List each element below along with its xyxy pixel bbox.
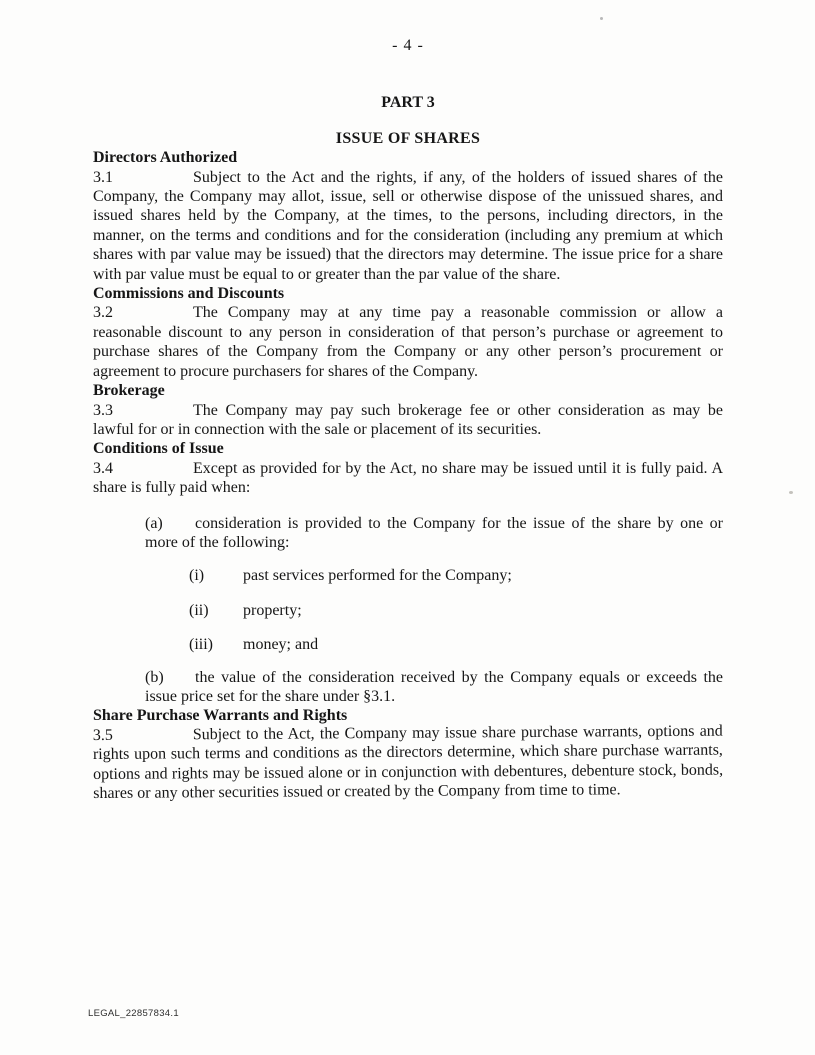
paragraph-text: The Company may pay such brokerage fee or other consideration as may be lawful for or in connection with the sale or placement of its securities.	[93, 401, 723, 438]
paragraph-number: 3.2	[93, 304, 113, 322]
list-item-a	[145, 514, 723, 553]
section-heading-share-purchase-warrants: Share Purchase Warrants and Rights	[93, 707, 348, 725]
list-item-text: money; and	[243, 636, 319, 654]
list-item-label: (iii)	[189, 636, 213, 654]
paragraph-3-1	[93, 168, 723, 284]
paragraph-3-5	[93, 721, 724, 803]
list-item-label: (b)	[145, 668, 164, 686]
paragraph-3-4	[93, 459, 723, 498]
paragraph-text: Except as provided for by the Act, no share may be issued until it is fully paid. A share is fully paid when:	[93, 459, 723, 497]
list-item-a-ii	[189, 601, 723, 620]
paragraph-number: 3.1	[93, 168, 113, 186]
section-heading-brokerage: Brokerage	[93, 382, 165, 400]
page-content	[93, 0, 723, 803]
list-item-text: consideration is provided to the Company for the issue of the share by one or more of the following:	[145, 514, 723, 551]
list-item-label: (i)	[189, 567, 205, 585]
footer-document-id: LEGAL_22857834.1	[88, 1008, 179, 1019]
paragraph-number: 3.5	[92, 726, 113, 744]
paragraph-number: 3.3	[93, 401, 113, 419]
list-item-label: (ii)	[189, 601, 209, 619]
paragraph-3-3	[93, 401, 723, 440]
section-heading-conditions-of-issue: Conditions of Issue	[93, 440, 224, 458]
list-item-text: property;	[243, 601, 302, 619]
paragraph-text: The Company may at any time pay a reasonable commission or allow a reasonable discount to any person in consideration of that person’s purchase or agreement to purchase shares of the Company from the Company or any other person’s procurement or agreement to procure purchasers for shares of the Company.	[93, 304, 723, 380]
list-item-label: (a)	[145, 514, 163, 532]
list-item-text: the value of the consideration received by the Company equals or exceeds the issue price set for the share under §3.1.	[145, 668, 723, 705]
scan-speck	[789, 491, 793, 494]
part-title: PART 3	[381, 94, 435, 112]
paragraph-3-2	[93, 303, 723, 381]
list-item-b	[145, 668, 723, 707]
document-title: ISSUE OF SHARES	[335, 129, 481, 147]
scan-speck	[600, 17, 603, 20]
list-item-text: past services performed for the Company;	[243, 567, 512, 585]
section-heading-directors-authorized: Directors Authorized	[93, 149, 238, 167]
section-heading-commissions-and-discounts: Commissions and Discounts	[93, 285, 285, 303]
paragraph-text: Subject to the Act, the Company may issue share purchase warrants, options and rights upon such terms and conditions as the directors determine, which share purchase warrants, options and rights may be issued alone or in conjunction with debentures, debenture stock, bonds, shares or any other securities issued or created by the Company from time to time.	[92, 722, 724, 802]
paragraph-text: Subject to the Act and the rights, if any, of the holders of issued shares of the Company, the Company may allot, issue, sell or otherwise dispose of the unissued shares, and issued shares held by the Company, at the times, to the persons, including directors, in the manner, on the terms and conditions and for the consideration (including any premium at which shares with par value may be issued) that the directors may determine. The issue price for a share with par value must be equal to or greater than the par value of the share.	[93, 168, 723, 283]
page-number: - 4 -	[392, 37, 424, 54]
list-item-a-i	[189, 566, 723, 585]
list-item-a-iii	[189, 635, 723, 654]
paragraph-number: 3.4	[93, 459, 113, 477]
